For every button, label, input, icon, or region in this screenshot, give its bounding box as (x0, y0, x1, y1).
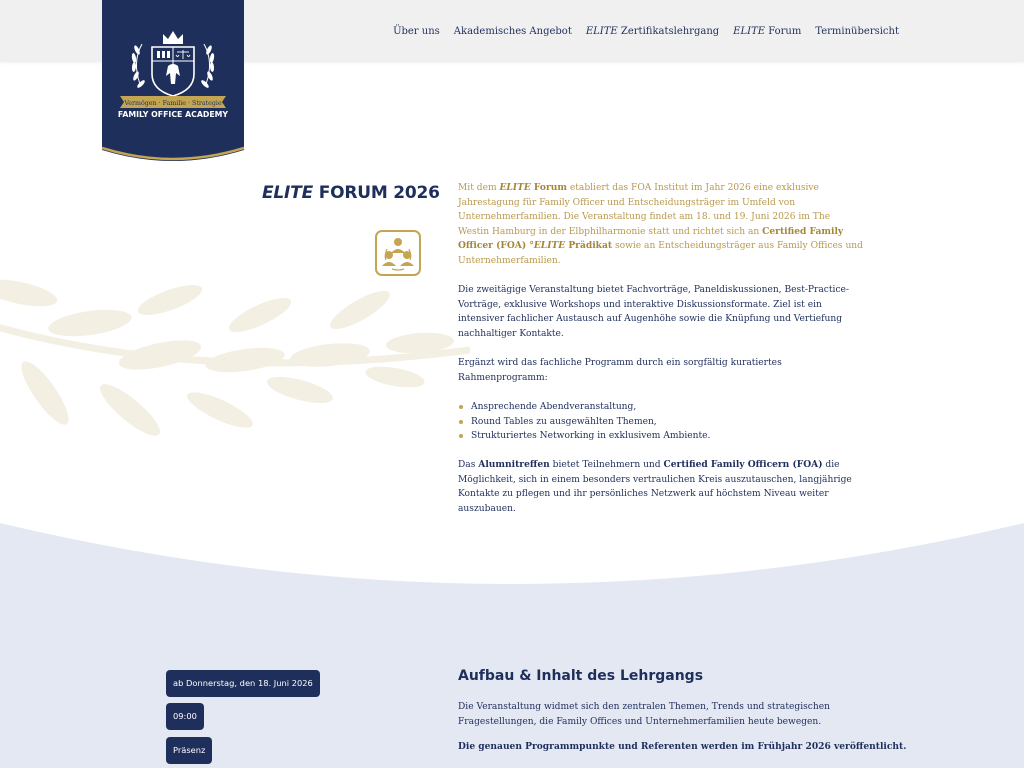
intro-elite: ELITE (533, 240, 566, 252)
nav-link-label: Forum (765, 26, 802, 37)
intro-text: sowie an Entscheidungsträger aus Family Offices und Unternehmerfamilien. (458, 241, 863, 266)
intro-praedikat: Prädikat (565, 240, 613, 252)
page-title (262, 183, 440, 203)
intro-text: Mit dem (458, 183, 500, 193)
nav-link-label: Zertifikatslehrgang (617, 26, 720, 37)
nav-link-akademisches-angebot[interactable]: Akademisches Angebot (453, 26, 572, 37)
nav-link-prefix: ELITE (733, 26, 766, 37)
section-text: Die Veranstaltung widmet sich den zentralen Themen, Trends und strategischen Fragestellungen, die Family Offices und Unternehmerfamilien heute bewegen. (458, 702, 830, 727)
alumni-text: die Möglichkeit, sich in einem besonders vertraulichen Kreis auszutauschen, langjährige Kontakte zu pflegen und ihr persönliches Netzwerk auf höchstem Niveau weiter auszubauen. (458, 460, 852, 515)
date-badge: ab Donnerstag, den 18. Juni 2026 (166, 670, 320, 697)
nav-link-ueber-uns[interactable]: Über uns (393, 26, 440, 37)
body-paragraph: Ergänzt wird das fachliche Programm durch ein sorgfältig kuratiertes Rahmenprogramm: (458, 358, 782, 383)
group-people-icon (375, 230, 421, 276)
section-title: Aufbau & Inhalt des Lehrgangs (458, 668, 704, 684)
intro-text: etabliert das FOA Institut im Jahr 2026 eine exklusive Jahrestagung für Family Officer und Entscheidungsträger im Umfeld von Unternehmerfamilien. Die Veranstaltung findet am 18. und 19. Juni 2026 im The Westin Hamburg in der Elbphilharmonie statt und richtet sich an (458, 183, 831, 237)
nav-link-elite-forum[interactable] (733, 26, 801, 37)
list-item: Round Tables zu ausgewählten Themen, (458, 415, 863, 430)
nav-link-terminuebersicht[interactable]: Terminübersicht (815, 26, 899, 37)
list-item: Strukturiertes Networking in exklusivem Ambiente. (458, 429, 863, 444)
intro-certified: Certified Family Officer (FOA) ° (458, 225, 844, 252)
section-notice: Die genauen Programmpunkte und Referenten werden im Frühjahr 2026 veröffentlicht. (458, 741, 907, 752)
logo-name: FAMILY OFFICE ACADEMY (117, 110, 229, 119)
page-title-prefix: ELITE (262, 183, 313, 203)
family-office-academy-logo[interactable] (102, 0, 244, 165)
program-list (458, 400, 863, 444)
main-navigation (393, 26, 899, 37)
intro-forum: Forum (530, 182, 567, 193)
alumni-text: Das (458, 460, 479, 471)
page-title-rest: FORUM 2026 (312, 183, 440, 203)
alumni-text: bietet Teilnehmern und (549, 460, 664, 471)
logo-ribbon-text: Vermögen · Familie · Strategie (124, 100, 222, 107)
time-badge: 09:00 (166, 703, 204, 730)
nav-link-zertifikatslehrgang[interactable] (586, 26, 719, 37)
alumni-strong: Alumnitreffen (478, 459, 550, 471)
intro-paragraph (458, 181, 863, 269)
wheat-decoration (0, 265, 470, 455)
intro-elite: ELITE (499, 182, 531, 193)
list-item: Ansprechende Abendveranstaltung, (458, 400, 863, 415)
main-content (458, 181, 863, 531)
alumni-strong: Certified Family Officern (FOA) (663, 459, 823, 471)
format-badge: Präsenz (166, 737, 212, 764)
nav-link-prefix: ELITE (585, 26, 618, 37)
body-paragraph: Die zweitägige Veranstaltung bietet Fachvorträge, Paneldiskussionen, Best-Practice-Vorträge, exklusive Workshops und interaktive Diskussionsformate. Ziel ist ein intensiver fachlicher Austausch auf Augenhöhe sowie die Knüpfung und Vertiefung nachhaltiger Kontakte. (458, 285, 850, 339)
